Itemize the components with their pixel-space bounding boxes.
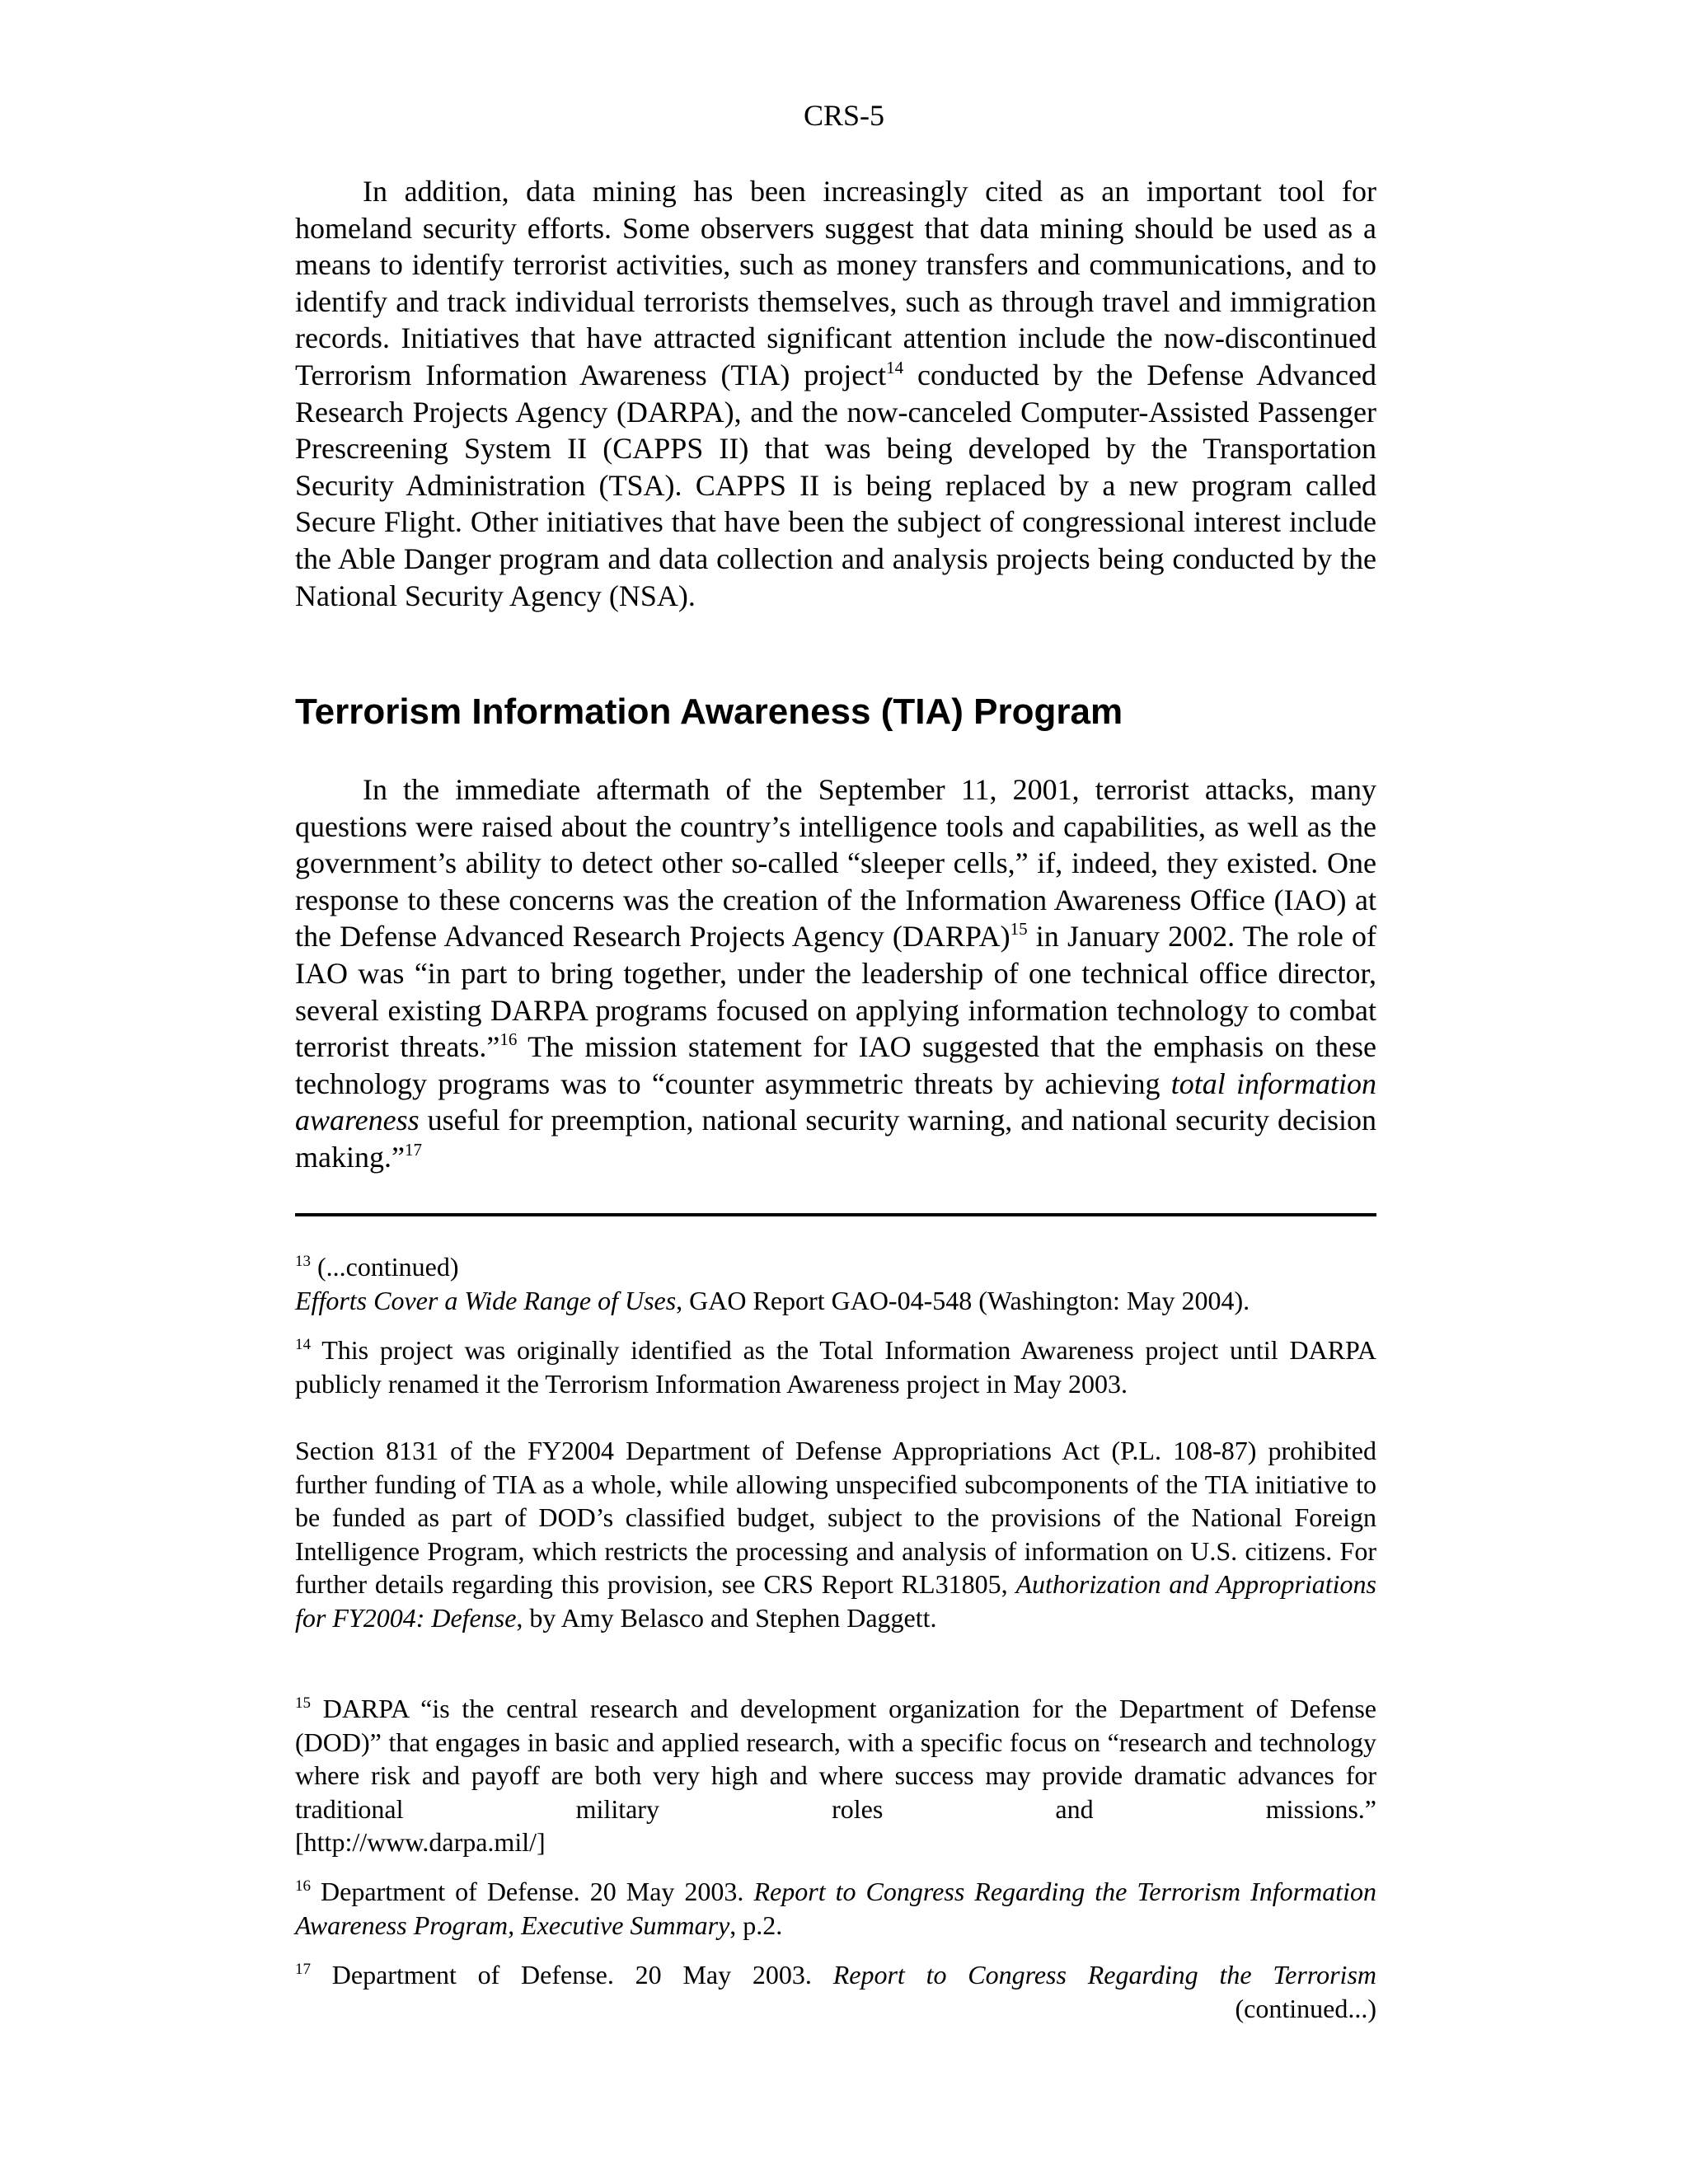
paragraph-2-text-d: useful for preemption, national security warning, and national security decision making.” bbox=[295, 1104, 1376, 1174]
footnote-14-continuation bbox=[295, 1434, 1376, 1634]
footnote-15-text: DARPA “is the central research and development organization for the Department of Defense (DOD)” that engages in basic and applied research, with a specific focus on “research and technology where risk and payoff are both very high and where success may provide dramatic advances for traditional military roles and missions.” bbox=[295, 1694, 1376, 1824]
page-number: CRS-5 bbox=[803, 99, 885, 132]
paragraph-2-text-b: in January 2002. The role of IAO was “in part to bring together, under the leadership of one technical office director, several existing DARPA programs focused on applying information technology to combat terrorist threats.” bbox=[295, 920, 1377, 1064]
footnote-13-line-2 bbox=[295, 1284, 1376, 1318]
footnote-16 bbox=[295, 1875, 1376, 1942]
paragraph-1-text-a: In addition, data mining has been increasingly cited as an important tool for homeland security efforts. Some observers suggest that data mining should be used as a means to identify terrorist activities, such as money transfers and communications, and to identify and track individual terrorists themselves, such as through travel and immigration records. Initiatives that have attracted significant attention include the now-discontinued Terrorism Information Awareness (TIA) project bbox=[295, 175, 1376, 391]
footnote-16-text-b: , p.2. bbox=[729, 1910, 783, 1940]
footnote-separator bbox=[295, 1213, 1376, 1216]
section-heading: Terrorism Information Awareness (TIA) Program bbox=[295, 691, 1123, 732]
footnote-15 bbox=[295, 1692, 1376, 1859]
body-paragraph-1 bbox=[295, 173, 1376, 614]
footnote-14-text: This project was originally identified as the Total Information Awareness project until DARPA publicly renamed it the Terrorism Information Awareness project in May 2003. bbox=[295, 1335, 1376, 1399]
footnote-ref-17: 17 bbox=[404, 1139, 422, 1160]
footnote-13-rest: , GAO Report GAO-04-548 (Washington: May 2004). bbox=[676, 1285, 1250, 1315]
footnote-13-line-1 bbox=[295, 1250, 1376, 1284]
footnote-13 bbox=[295, 1250, 1376, 1317]
footnote-14-para2-italic: Authorization and Appropriations for FY2004: Defense bbox=[295, 1569, 1377, 1633]
footnote-ref-16: 16 bbox=[499, 1029, 518, 1050]
continued-marker: (continued...) bbox=[1235, 1993, 1376, 2023]
footnote-16-marker: 16 bbox=[295, 1877, 311, 1895]
footnote-14-para2-text-a: Section 8131 of the FY2004 Department of Defense Appropriations Act (P.L. 108-87) prohibited further funding of TIA as a whole, while allowing unspecified subcomponents of the TIA initiative to be funded as part of DOD’s classified budget, subject to the provisions of the National Foreign Intelligence Program, which restricts the processing and analysis of information on U.S. citizens. For further details regarding this provision, see CRS Report RL31805, bbox=[295, 1436, 1376, 1599]
footnote-17-italic: Report to Congress Regarding the Terrorism bbox=[832, 1960, 1377, 1990]
footnote-13-continued: (...continued) bbox=[311, 1252, 459, 1282]
footnote-15-body bbox=[295, 1692, 1376, 1825]
footnote-15-marker: 15 bbox=[295, 1694, 311, 1712]
footnote-14 bbox=[295, 1333, 1376, 1400]
footnote-16-text-a: Department of Defense. 20 May 2003. bbox=[311, 1877, 754, 1906]
footnote-17-marker: 17 bbox=[295, 1961, 311, 1978]
paragraph-2-text-c: The mission statement for IAO suggested that the emphasis on these technology programs was to “counter asymmetric threats by achieving bbox=[295, 1030, 1376, 1100]
footnote-14-marker: 14 bbox=[295, 1336, 311, 1353]
paragraph-1-text-b: conducted by the Defense Advanced Research Projects Agency (DARPA), and the now-canceled Computer-Assisted Passenger Prescreening System II (CAPPS II) that was being developed by the Transportation Security Administration (TSA). CAPPS II is being replaced by a new program called Secure Flight. Other initiatives that have been the subject of congressional interest include the Able Danger program and data collection and analysis projects being conducted by the National Security Agency (NSA). bbox=[295, 358, 1377, 612]
footnote-14-para2-text-b: , by Amy Belasco and Stephen Daggett. bbox=[516, 1602, 937, 1633]
footnote-17-line-1 bbox=[295, 1958, 1376, 1992]
footnote-17-text: Department of Defense. 20 May 2003. bbox=[311, 1960, 833, 1990]
paragraph-2-text-a: In the immediate aftermath of the September 11, 2001, terrorist attacks, many questions were raised about the country’s intelligence tools and capabilities, as well as the government’s ability to detect other so-called “sleeper cells,” if, indeed, they existed. One response to these concerns was the creation of the Information Awareness Office (IAO) at the Defense Advanced Research Projects Agency (DARPA) bbox=[295, 773, 1376, 954]
footnote-16-italic: Report to Congress Regarding the Terrorism Information Awareness Program, Executive Summary bbox=[295, 1877, 1377, 1940]
body-paragraph-2 bbox=[295, 771, 1376, 1176]
footnote-13-italic: Efforts Cover a Wide Range of Uses bbox=[295, 1285, 677, 1315]
footnote-13-marker: 13 bbox=[295, 1253, 311, 1270]
footnote-ref-14: 14 bbox=[886, 357, 904, 377]
footnote-ref-15: 15 bbox=[1010, 919, 1028, 940]
paragraph-2-italic: total information awareness bbox=[295, 1066, 1376, 1137]
footnote-17 bbox=[295, 1958, 1376, 2025]
footnote-15-url: [http://www.darpa.mil/] bbox=[295, 1827, 546, 1857]
